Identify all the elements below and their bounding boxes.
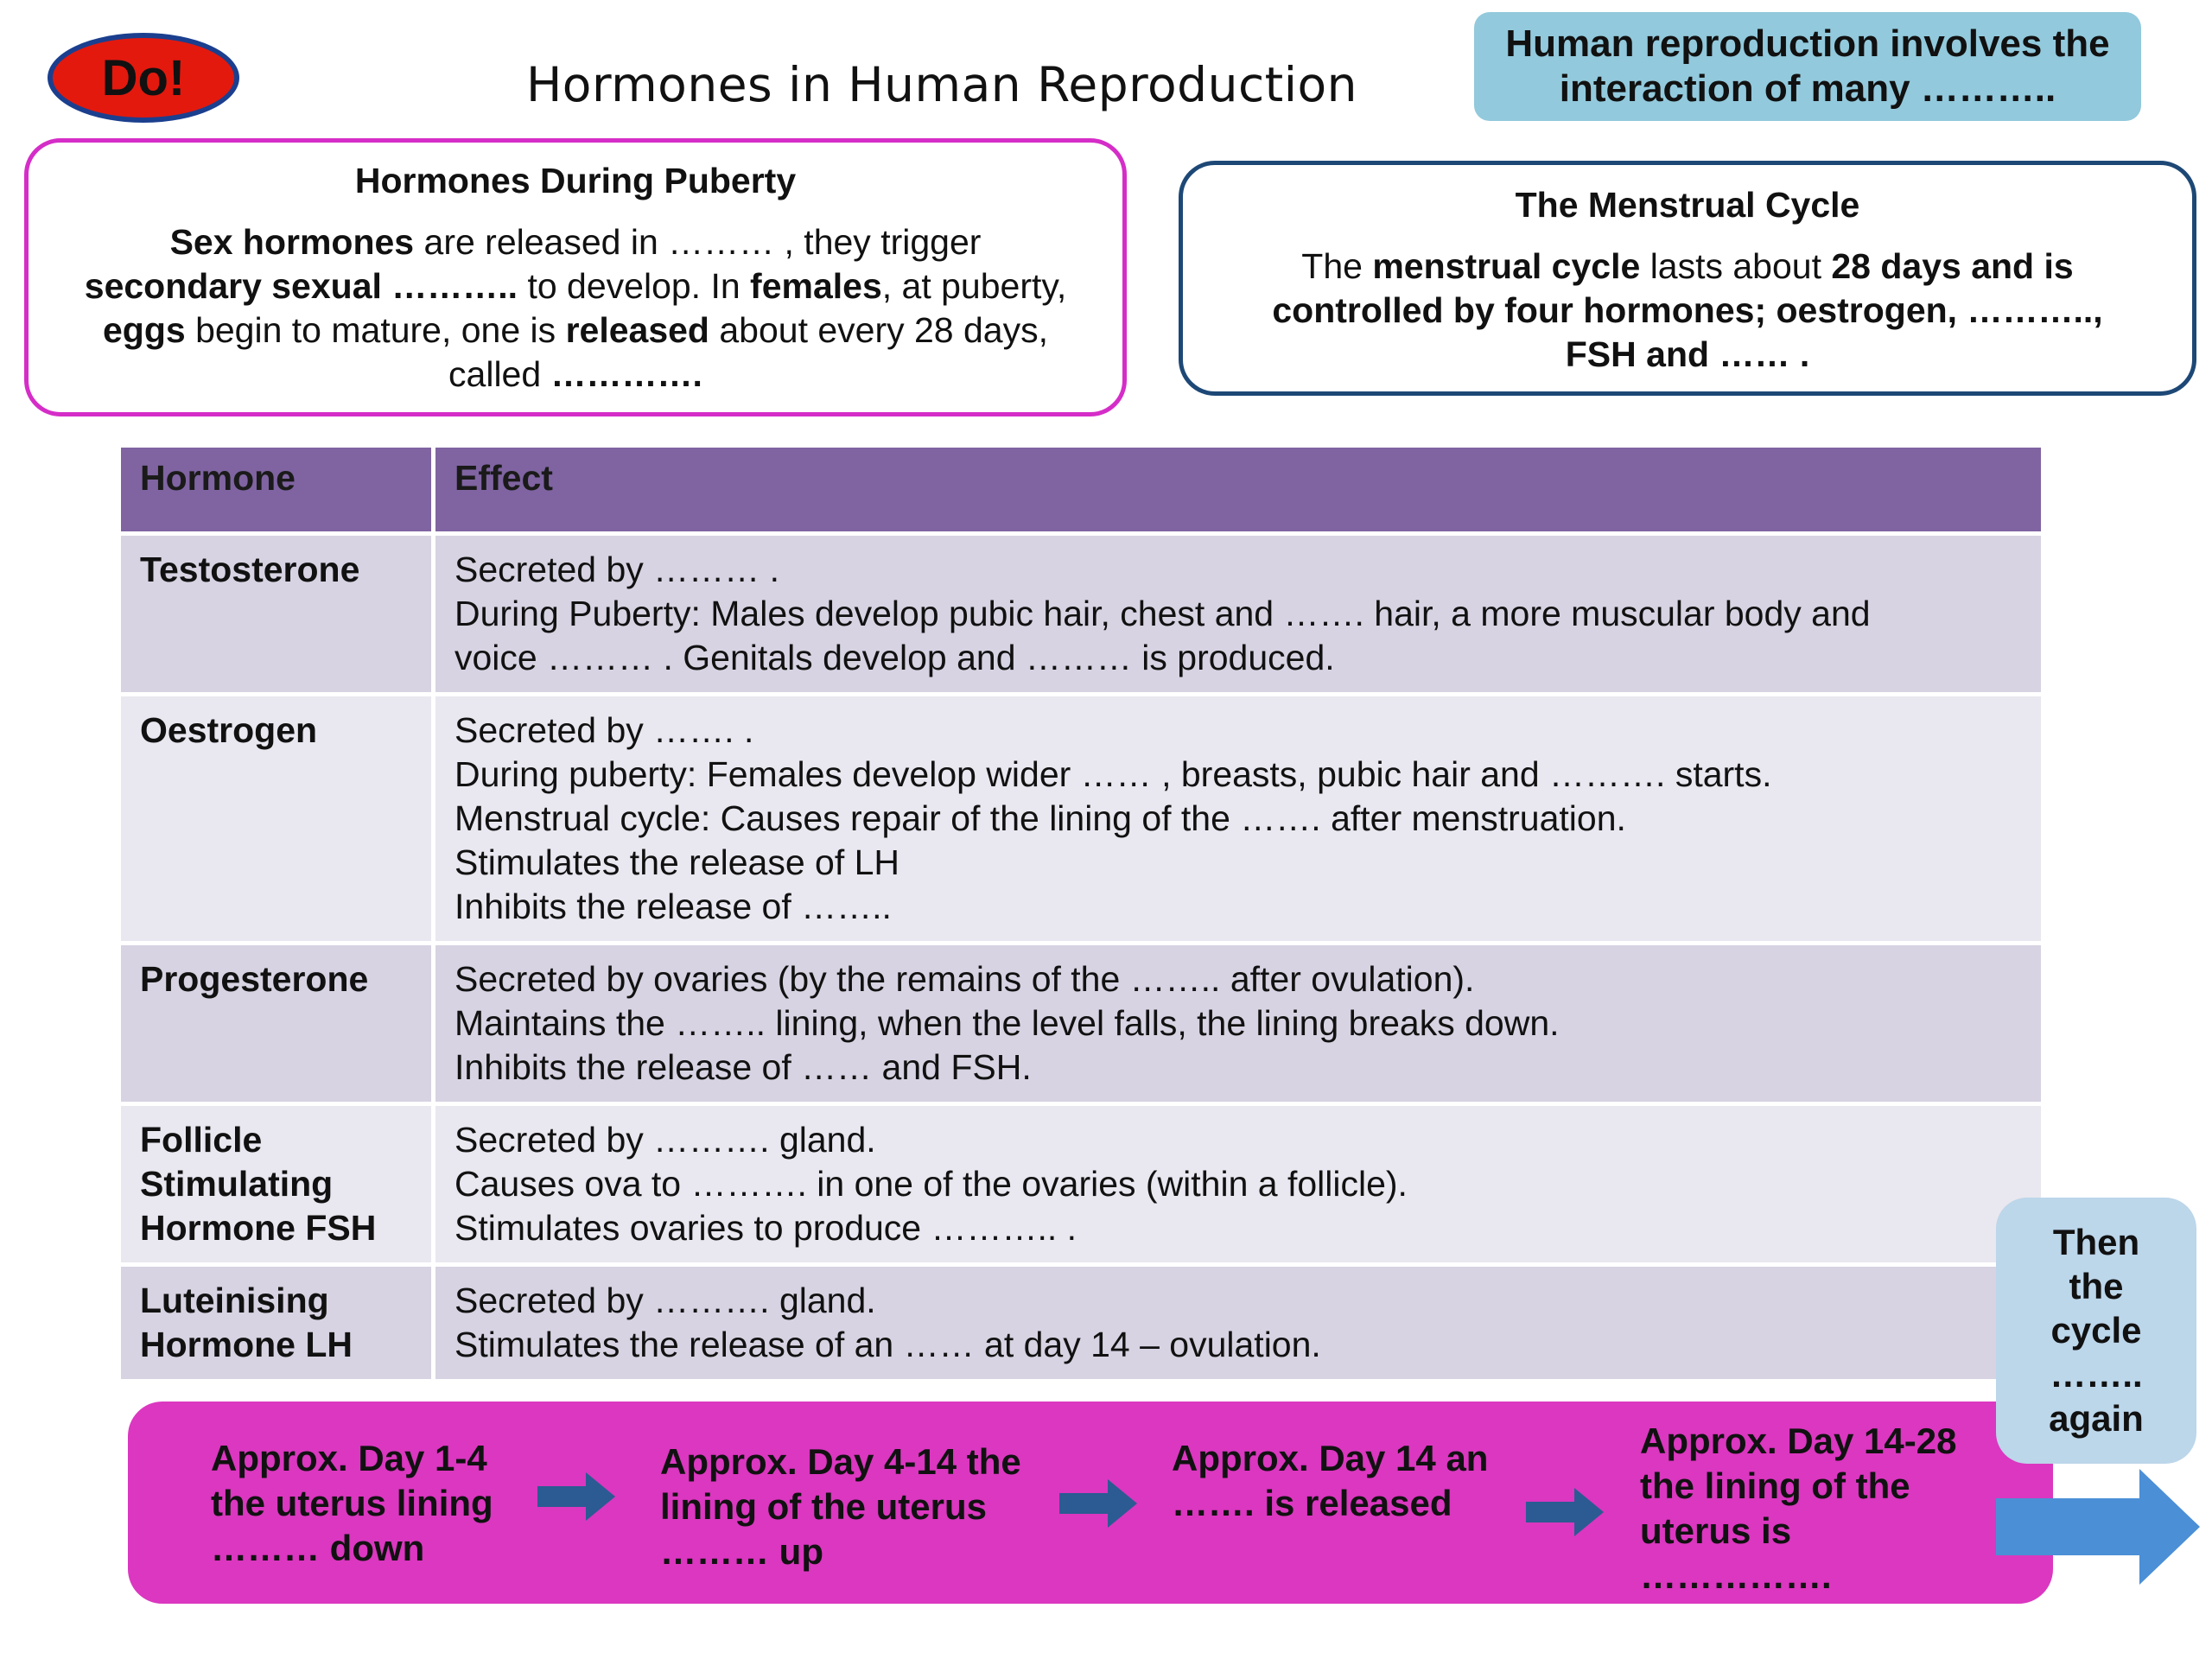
stage-line: the lining of the [1640, 1465, 1910, 1506]
puberty-line-4 [49, 353, 1102, 397]
hormone-name-line: Luteinising [140, 1281, 329, 1320]
table-row [121, 945, 2041, 1106]
puberty-text-4: begin to mature, one is [185, 310, 566, 350]
effect-line: Causes ova to ………. in one of the ovaries (within a follicle). [454, 1164, 1408, 1204]
effect-line: Inhibits the release of …….. [454, 887, 892, 926]
hormone-name-line: Stimulating [140, 1164, 334, 1204]
arrow-right-icon [1526, 1486, 1604, 1538]
arrow-right-icon [537, 1471, 615, 1522]
effect-line: Stimulates ovaries to produce ……….. . [454, 1208, 1077, 1248]
stage-line: Approx. Day 1-4 [211, 1438, 487, 1478]
header-effect: Effect [435, 448, 2041, 536]
hormone-effect [435, 536, 2041, 696]
stage-line: the uterus lining [211, 1483, 493, 1523]
cycle-stage-4 [1640, 1419, 1956, 1599]
menstrual-cycle-box [1179, 161, 2196, 396]
puberty-term-eggs: eggs [102, 310, 186, 350]
effect-line: During puberty: Females develop wider …… , breasts, pubic hair and ………. starts. [454, 754, 1772, 794]
effect-line: Maintains the …….. lining, when the level falls, the lining breaks down. [454, 1003, 1560, 1043]
puberty-box [24, 138, 1127, 416]
hormone-name-line: Hormone FSH [140, 1208, 377, 1248]
effect-line: Secreted by ……… . [454, 550, 779, 589]
intro-line-1: Human reproduction involves the [1505, 22, 2110, 65]
effect-line: Secreted by ovaries (by the remains of the …….. after ovulation). [454, 959, 1475, 999]
hormone-effect [435, 1267, 2041, 1379]
hormone-name: Oestrogen [121, 696, 435, 945]
effect-line: voice ……… . Genitals develop and ……… is produced. [454, 638, 1335, 677]
hormone-name: Testosterone [121, 536, 435, 696]
puberty-text-5: about every 28 days, [709, 310, 1048, 350]
intro-box [1474, 12, 2141, 121]
puberty-text-6: called [448, 354, 551, 394]
puberty-term-females: females [750, 266, 882, 306]
hormone-name-line: Hormone LH [140, 1325, 353, 1364]
stage-line: ……. is released [1172, 1483, 1452, 1523]
table-row [121, 1267, 2041, 1379]
big-arrow-right-icon [1996, 1469, 2200, 1585]
menstrual-term-fsh: FSH and …… . [1565, 334, 1810, 374]
stage-line: Approx. Day 4-14 the [660, 1441, 1021, 1482]
puberty-text [49, 220, 1102, 397]
cycle-stage-2 [660, 1440, 1021, 1574]
table-row [121, 1106, 2041, 1267]
table-row [121, 696, 2041, 945]
menstrual-term-28-days: 28 days and is [1831, 246, 2074, 286]
puberty-term-secondary: secondary sexual ……….. [84, 266, 518, 306]
puberty-term-released: released [565, 310, 709, 350]
hormone-table [121, 448, 2041, 1379]
stage-line: Approx. Day 14 an [1172, 1438, 1489, 1478]
cycle-again-box [1996, 1198, 2196, 1464]
puberty-line-3 [49, 308, 1102, 353]
page-title: Hormones in Human Reproduction [525, 57, 1358, 112]
do-badge-label: Do! [101, 49, 186, 106]
effect-line: Secreted by ………. gland. [454, 1120, 876, 1160]
again-line: Then [2052, 1222, 2140, 1262]
hormone-name [121, 1106, 435, 1267]
hormone-effect [435, 1106, 2041, 1267]
menstrual-text-1: The [1301, 246, 1373, 286]
hormone-effect [435, 696, 2041, 945]
intro-line-2: interaction of many ……….. [1559, 67, 2056, 110]
puberty-text-3: , at puberty, [881, 266, 1067, 306]
menstrual-line-1 [1204, 245, 2171, 289]
again-line: …….. [2050, 1354, 2143, 1395]
puberty-blank: …………. [550, 354, 702, 394]
hormone-name: Progesterone [121, 945, 435, 1106]
menstrual-text-2: lasts about [1640, 246, 1832, 286]
do-badge [48, 33, 239, 123]
effect-line: Secreted by ……. . [454, 710, 754, 750]
puberty-term-sex-hormones: Sex hormones [169, 222, 415, 262]
header-hormone: Hormone [121, 448, 435, 536]
puberty-text-2: to develop. In [518, 266, 751, 306]
puberty-title: Hormones During Puberty [354, 161, 797, 200]
effect-line: Inhibits the release of …… and FSH. [454, 1047, 1032, 1087]
effect-line: Menstrual cycle: Causes repair of the lining of the ……. after menstruation. [454, 798, 1626, 838]
stage-line: Approx. Day 14-28 [1640, 1421, 1957, 1461]
menstrual-title: The Menstrual Cycle [1515, 185, 1860, 225]
menstrual-term-cycle: menstrual cycle [1372, 246, 1641, 286]
hormone-name-line: Follicle [140, 1120, 263, 1160]
stage-line: ……… up [660, 1531, 823, 1572]
stage-line: lining of the uterus [660, 1486, 987, 1527]
menstrual-line-2 [1204, 289, 2171, 333]
effect-line: Stimulates the release of LH [454, 842, 900, 882]
effect-line: Secreted by ………. gland. [454, 1281, 876, 1320]
cycle-stage-1 [211, 1436, 493, 1571]
again-line: the [2069, 1266, 2124, 1306]
puberty-line-1 [49, 220, 1102, 264]
table-row [121, 536, 2041, 696]
menstrual-text [1204, 245, 2171, 377]
arrow-right-icon [1059, 1478, 1137, 1529]
effect-line: During Puberty: Males develop pubic hair, chest and ……. hair, a more muscular body and [454, 594, 1871, 633]
hormone-name [121, 1267, 435, 1379]
hormone-effect [435, 945, 2041, 1106]
puberty-text-1: are released in ……… , they trigger [414, 222, 982, 262]
cycle-stage-3 [1172, 1436, 1488, 1526]
again-line: cycle [2050, 1310, 2142, 1351]
puberty-line-2 [49, 264, 1102, 308]
stage-line: uterus is [1640, 1510, 1792, 1551]
again-line: again [2049, 1398, 2144, 1439]
stage-line: ……………. [1640, 1555, 1832, 1596]
stage-line: ……… down [211, 1528, 425, 1568]
menstrual-term-hormones: controlled by four hormones; oestrogen, ……….., [1272, 290, 2103, 330]
menstrual-line-3 [1204, 333, 2171, 377]
table-header-row [121, 448, 2041, 536]
effect-line: Stimulates the release of an …… at day 14 – ovulation. [454, 1325, 1321, 1364]
